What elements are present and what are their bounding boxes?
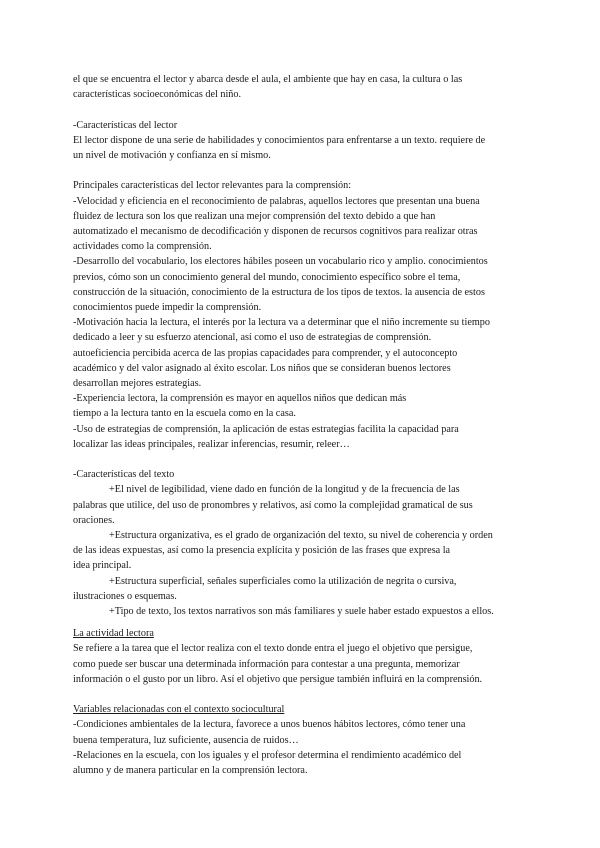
- text-line: -Uso de estrategias de comprensión, la aplicación de estas estrategias facilita la capacidad para: [73, 423, 459, 435]
- text-line: oraciones.: [73, 514, 115, 526]
- list-item-first-line: +El nivel de legibilidad, viene dado en función de la longitud y de la frecuencia de las: [109, 484, 460, 496]
- text-line: como puede ser buscar una determinada información para contestar a una pregunta, memorizar: [73, 658, 460, 670]
- text-line: previos, cómo son un conocimiento general del mundo, conocimiento específico sobre el tema,: [73, 271, 461, 283]
- text-line: -Motivación hacia la lectura, el interés por la lectura va a determinar que el niño incremente su tiempo: [73, 317, 490, 329]
- text-line: el que se encuentra el lector y abarca desde el aula, el ambiente que hay en casa, la cultura o las: [73, 74, 463, 85]
- section-heading: Principales características del lector relevantes para la comprensión:: [73, 180, 352, 192]
- text-line: -Experiencia lectora, la comprensión es mayor en aquellos niños que dedican más: [73, 393, 407, 405]
- text-line: -Condiciones ambientales de la lectura, favorece a unos buenos hábitos lectores, cómo tener una: [73, 719, 466, 731]
- text-characteristics-section: [73, 467, 533, 619]
- text-line: dedicado a leer y su esfuerzo atencional, así como el uso de estrategias de comprensión.: [73, 332, 432, 344]
- text-line: localizar las ideas principales, realizar inferencias, resumir, releer…: [73, 438, 350, 450]
- text-line: un nivel de motivación y confianza en sí mismo.: [73, 150, 271, 161]
- section-heading: -Características del texto: [73, 469, 175, 481]
- section-heading: Variables relacionadas con el contexto sociocultural: [73, 704, 285, 716]
- text-line: -Desarrollo del vocabulario, los electores hábiles poseen un vocabulario rico y amplio. conocimientos: [73, 256, 488, 268]
- document-body: [73, 72, 533, 778]
- main-reader-features-section: [73, 178, 533, 452]
- list-item-first-line: +Estructura organizativa, es el grado de organización del texto, su nivel de coherencia y orden: [109, 530, 493, 542]
- section-heading: La actividad lectora: [73, 628, 154, 640]
- section-heading: -Características del lector: [73, 119, 178, 131]
- text-line: tiempo a la lectura tanto en la escuela como en la casa.: [73, 408, 296, 420]
- text-line: El lector dispone de una serie de habilidades y conocimientos para enfrentarse a un texto. requiere de: [73, 134, 486, 146]
- text-line: idea principal.: [73, 560, 132, 572]
- text-line: desarrollan mejores estrategias.: [73, 378, 202, 390]
- reader-characteristics-section: [73, 118, 533, 164]
- intro-paragraph: [73, 72, 533, 102]
- text-line: autoeficiencia percibida acerca de las propias capacidades para comprender, y el autoconcepto: [73, 347, 458, 359]
- text-line: -Velocidad y eficiencia en el reconocimiento de palabras, aquellos lectores que presentan una buena: [73, 195, 480, 207]
- text-line: -Relaciones en la escuela, con los iguales y el profesor determina el rendimiento académico del: [73, 749, 462, 761]
- sociocultural-context-section: [73, 702, 533, 778]
- reading-activity-section: [73, 626, 533, 687]
- text-line: palabras que utilice, del uso de pronombres y relativos, así como la complejidad gramatical de sus: [73, 499, 473, 511]
- text-line: académico y del valor asignado al éxito escolar. Los niños que se consideran buenos lectores: [73, 362, 451, 374]
- text-line: buena temperatura, luz suficiente, ausencia de ruidos…: [73, 734, 299, 746]
- text-line: construcción de la situación, conocimiento de la estructura de los tipos de textos. la ausencia de estos: [73, 286, 485, 298]
- list-item-first-line: +Estructura superficial, señales superficiales como la utilización de negrita o cursiva,: [109, 575, 457, 587]
- text-line: fluidez de lectura son los que realizan una mejor comprensión del texto debido a que han: [73, 210, 436, 222]
- text-line: ilustraciones o esquemas.: [73, 590, 177, 602]
- text-line: características socioeconómicas del niño.: [73, 89, 242, 101]
- text-line: conocimientos puede impedir la comprensión.: [73, 302, 262, 314]
- text-line: actividades como la comprensión.: [73, 241, 212, 253]
- text-line: de las ideas expuestas, así como la presencia explícita y posición de las frases que expresa la: [73, 545, 451, 557]
- text-line: automatizado el mecanismo de decodificación y disponen de recursos cognitivos para realizar otras: [73, 226, 478, 237]
- text-line: alumno y de manera particular en la comprensión lectora.: [73, 765, 308, 777]
- list-item-first-line: +Tipo de texto, los textos narrativos son más familiares y suele haber estado expuestos a ellos.: [109, 606, 494, 618]
- text-line: Se refiere a la tarea que el lector realiza con el texto donde entra el juego el objetivo que persigue,: [73, 643, 473, 655]
- text-line: información o el gusto por un libro. Así el objetivo que persigue también influirá en la comprensión.: [73, 673, 483, 685]
